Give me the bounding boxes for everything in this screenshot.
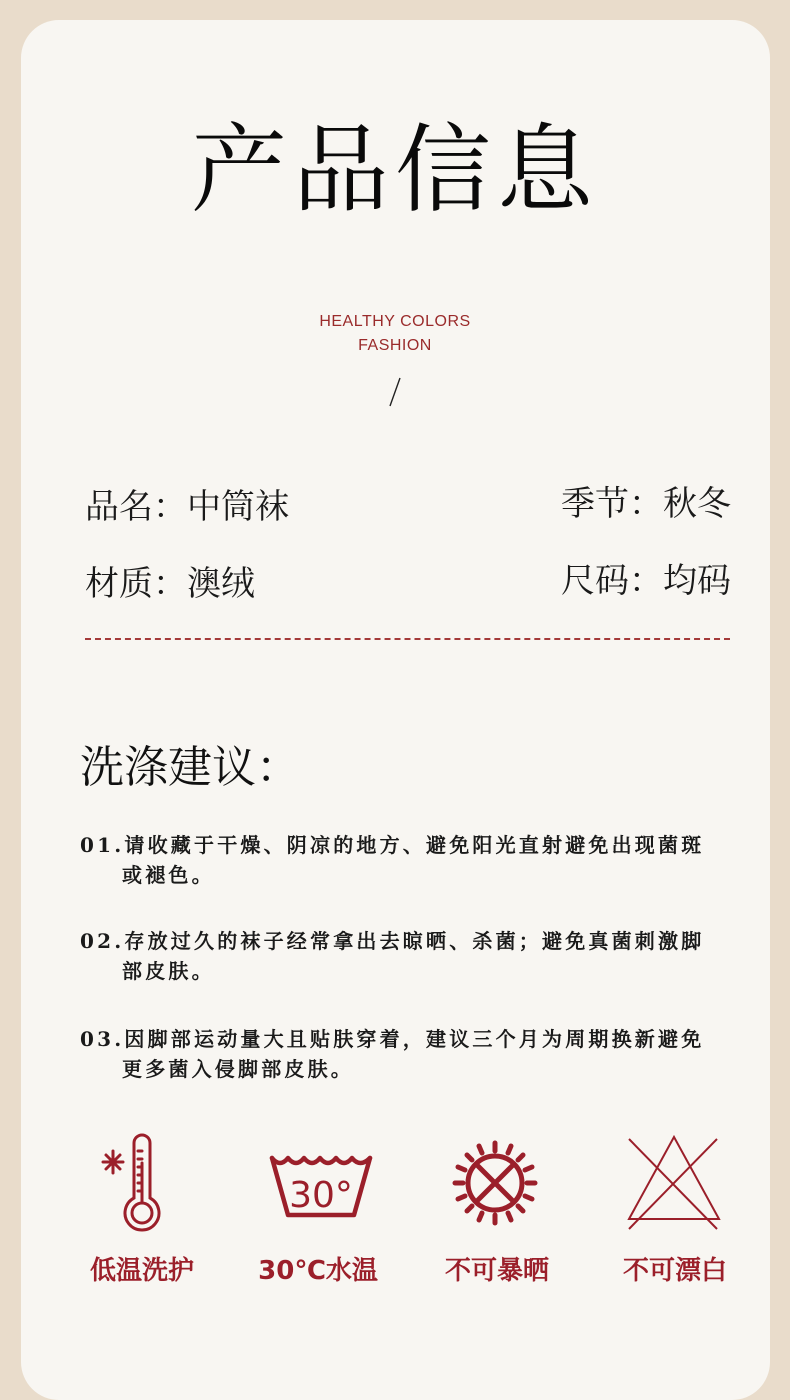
no-bleach-icon [619, 1133, 729, 1233]
no-sun-icon [440, 1133, 550, 1233]
tub-temperature-text: 30° [289, 1175, 353, 1216]
info-material: 材质：澳绒 [85, 564, 255, 604]
info-product-name: 品名：中筒袜 [85, 487, 289, 527]
advice-2-line-1: 02.存放过久的袜子经常拿出去晾晒、杀菌；避免真菌刺激脚 [80, 929, 705, 953]
advice-3-line-1: 03.因脚部运动量大且贴肤穿着，建议三个月为周期换新避免 [80, 1027, 705, 1051]
info-season: 季节：秋冬 [561, 484, 731, 524]
advice-1-line-1: 01.请收藏于干燥、阴凉的地方、避免阳光直射避免出现菌斑 [80, 833, 705, 857]
thermometer-snowflake-icon [96, 1133, 206, 1233]
page-title: 产品信息 [191, 114, 599, 226]
wash-advice-heading: 洗涤建议： [80, 742, 300, 793]
subtitle-line-2: FASHION [358, 337, 432, 354]
advice-item-2 [80, 926, 720, 986]
info-size: 尺码：均码 [561, 561, 731, 601]
advice-item-1 [80, 830, 720, 890]
dashed-divider [85, 638, 730, 640]
subtitle [0, 310, 790, 358]
slash-divider [388, 377, 402, 407]
advice-3-line-2: 更多菌入侵脚部皮肤。 [122, 1057, 354, 1081]
advice-1-line-2: 或褪色。 [122, 863, 215, 887]
advice-item-3 [80, 1024, 720, 1084]
wash-tub-30-icon [266, 1133, 376, 1233]
care-label-no-bleach: 不可漂白 [622, 1256, 727, 1286]
care-label-low-temp: 低温洗护 [89, 1256, 194, 1286]
subtitle-line-1: HEALTHY COLORS [319, 313, 471, 330]
care-label-30c: 30℃水温 [258, 1256, 378, 1286]
care-label-no-sun: 不可暴晒 [444, 1256, 549, 1286]
advice-2-line-2: 部皮肤。 [122, 959, 215, 983]
